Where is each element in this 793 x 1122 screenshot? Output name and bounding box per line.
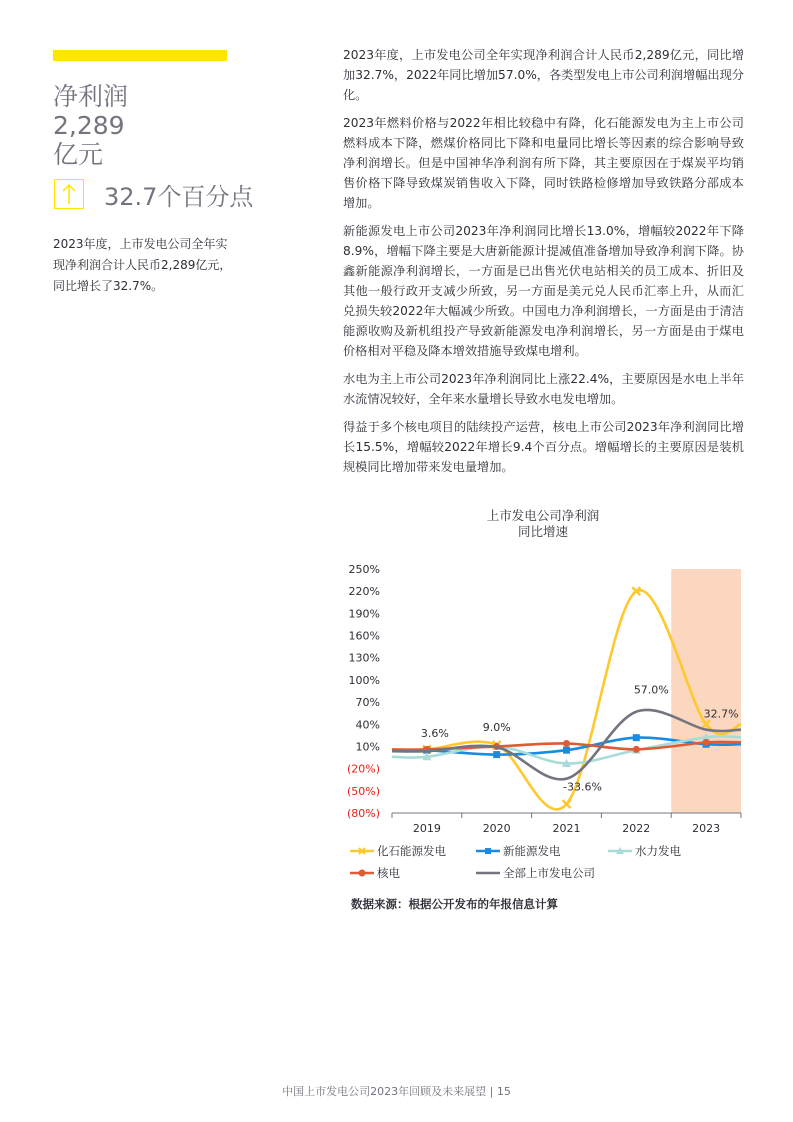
x-tick-label: 2022 — [622, 822, 651, 835]
accent-bar — [53, 50, 227, 61]
source-note: 数据来源：根据公开发布的年报信息计算 — [351, 897, 558, 911]
legend-label: 新能源发电 — [503, 844, 561, 858]
legend-label: 全部上市发电公司 — [503, 866, 595, 880]
legend-item — [608, 843, 681, 859]
legend-label: 水力发电 — [635, 844, 681, 858]
data-point — [703, 739, 710, 746]
y-tick-label: (50%) — [346, 784, 380, 798]
metric-value: 2,289 — [53, 111, 125, 140]
legend-marker — [476, 845, 500, 857]
y-tick-label: 70% — [355, 696, 380, 710]
paragraph: 新能源发电上市公司2023年净利润同比增长13.0%，增幅较2022年下降8.9%，增幅下降主要是大唐新能源计提减值准备增加导致净利润下降。协鑫新能源净利润增长，一方面是已出售光伏电站相关的员工成本、折旧及其他一般行政开支减少所致，另一方面是美元兑人民币汇率上升，从而汇兑损失较2022年大幅减少所致。中国电力净利润增长，一方面是由于清洁能源收购及新机组投产导致新能源发电净利润增长，另一方面是由于煤电价格相对平稳及降本增效措施导致煤电增利。 — [343, 224, 744, 358]
y-tick-label: 250% — [348, 563, 380, 576]
paragraph: 2023年燃料价格与2022年相比较稳中有降，化石能源发电为主上市公司燃料成本下降，燃煤价格同比下降和电量同比增长等因素的综合影响导致净利润增长。但是中国神华净利润有所下降，其主要原因在于煤炭平均销售价格下降导致煤炭销售收入下降，同时铁路检修增加导致铁路分部成本增加。 — [343, 116, 744, 210]
legend-marker — [350, 845, 374, 857]
x-tick-label: 2020 — [482, 822, 511, 835]
y-tick-label: 10% — [355, 740, 380, 754]
chart-title-line: 上市发电公司净利润 — [486, 508, 600, 523]
net-profit-growth-chart — [340, 555, 750, 840]
paragraph: 得益于多个核电项目的陆续投产运营，核电上市公司2023年净利润同比增长15.5%，增幅较2022年增长9.4个百分点。增幅增长的主要原因是装机规模同比增加带来发电量增加。 — [343, 420, 744, 474]
legend-label: 核电 — [377, 866, 400, 880]
data-point — [563, 740, 570, 747]
data-label: 3.6% — [420, 727, 449, 741]
net-profit-metric — [53, 82, 303, 169]
y-tick-label: (80%) — [346, 807, 380, 820]
paragraph: 2023年度，上市发电公司全年实现净利润合计人民币2,289亿元，同比增加32.7%，2022年同比增加57.0%，各类型发电上市公司利润增幅出现分化。 — [343, 48, 744, 102]
data-label: -33.6% — [563, 780, 602, 794]
x-tick-label: 2019 — [412, 822, 441, 835]
legend-item — [350, 865, 400, 881]
legend-label: 化石能源发电 — [377, 844, 446, 858]
page-footer: 中国上市发电公司2023年回顾及未来展望 | 15 — [282, 1085, 511, 1098]
data-label: 32.7% — [703, 707, 739, 721]
change-text: 32.7个百分点 — [104, 182, 254, 211]
metric-label: 净利润 — [53, 82, 129, 111]
legend-item — [476, 843, 561, 859]
legend-item — [476, 865, 595, 881]
highlight-band — [671, 569, 741, 813]
y-tick-label: 220% — [348, 585, 380, 599]
change-indicator — [54, 177, 253, 211]
sidebar-note: 2023年度，上市发电公司全年实现净利润合计人民币2,289亿元，同比增长了32.7%。 — [53, 237, 232, 293]
legend-marker — [476, 867, 500, 879]
data-label: 9.0% — [482, 721, 511, 735]
y-tick-label: 190% — [348, 607, 380, 621]
x-tick-label: 2021 — [552, 822, 581, 835]
legend-marker — [350, 867, 374, 879]
y-tick-label: 100% — [348, 673, 380, 687]
chart-title-line: 同比增速 — [517, 524, 568, 539]
data-point — [493, 751, 500, 758]
data-point — [563, 747, 570, 754]
body-text — [343, 45, 744, 485]
up-arrow-icon — [54, 179, 84, 209]
data-label: 57.0% — [633, 683, 669, 697]
y-tick-label: 160% — [348, 629, 380, 643]
legend-item — [350, 843, 446, 859]
y-tick-label: 40% — [355, 718, 380, 732]
legend-marker — [608, 845, 632, 857]
data-point — [633, 746, 640, 753]
y-tick-label: 130% — [348, 651, 380, 665]
metric-unit: 亿元 — [53, 140, 104, 169]
data-point — [563, 800, 571, 808]
chart-title — [343, 508, 743, 540]
data-point — [633, 734, 640, 741]
paragraph: 水电为主上市公司2023年净利润同比上涨22.4%，主要原因是水电上半年水流情况较好，全年来水量增长导致水电发电增加。 — [343, 372, 744, 406]
x-tick-label: 2023 — [692, 822, 721, 835]
y-tick-label: (20%) — [346, 762, 380, 776]
